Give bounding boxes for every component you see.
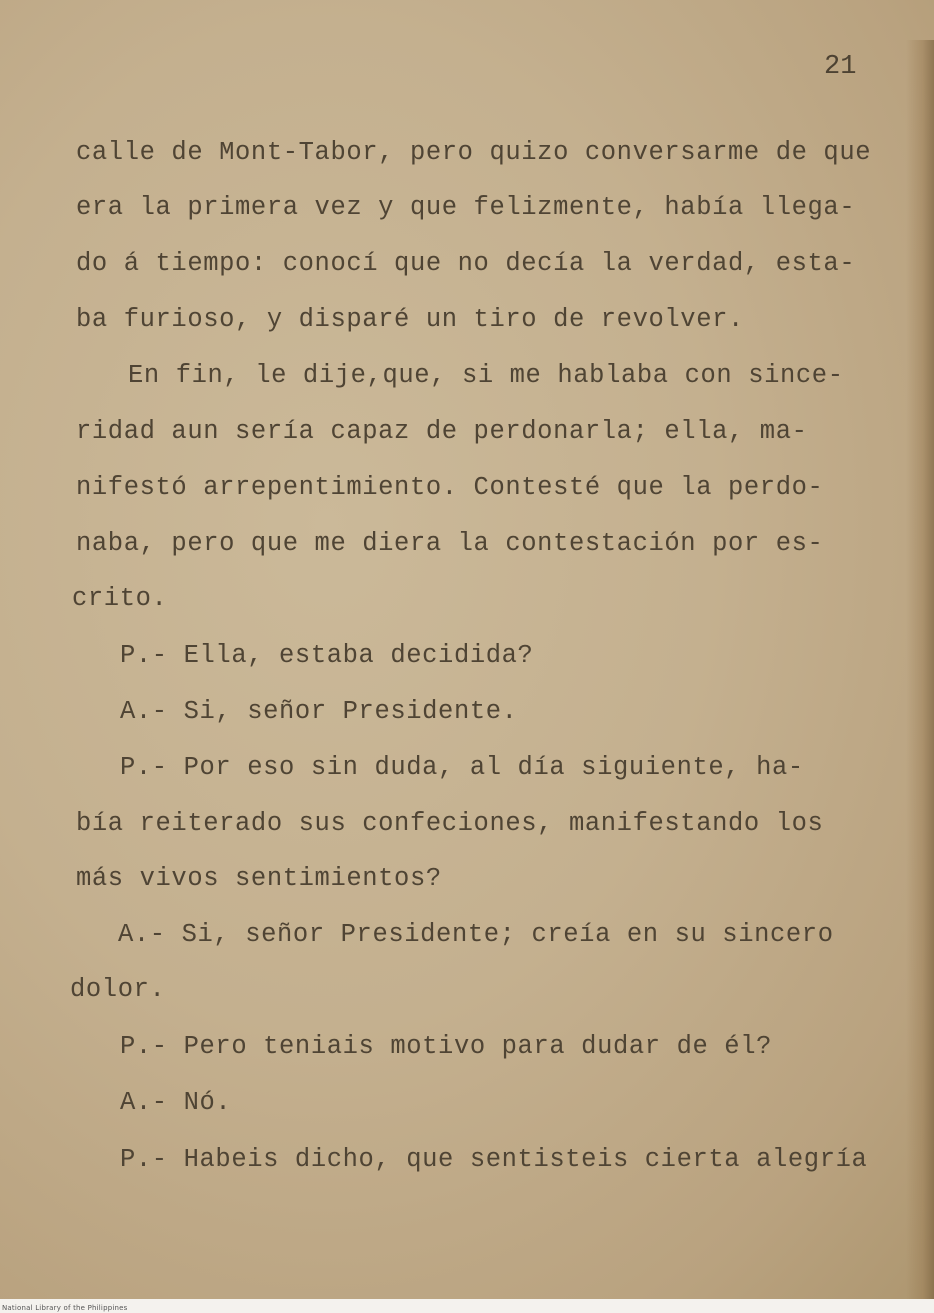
text-line-13: bía reiterado sus confeciones, manifestando los (76, 809, 824, 838)
text-line-10: P.- Ella, estaba decidida? (120, 641, 534, 670)
text-line-16: dolor. (70, 975, 166, 1004)
text-line-6: ridad aun sería capaz de perdonarla; ella, ma- (76, 417, 808, 446)
text-line-14: más vivos sentimientos? (76, 864, 442, 893)
text-line-1: calle de Mont-Tabor, pero quizo conversarme de que (76, 138, 872, 167)
text-line-2: era la primera vez y que felizmente, había llega- (76, 193, 856, 222)
text-line-4: ba furioso, y disparé un tiro de revolver. (76, 305, 744, 334)
text-line-19: P.- Habeis dicho, que sentisteis cierta alegría (120, 1145, 868, 1174)
footer-credit: National Library of the Philippines (2, 1304, 128, 1312)
text-line-3: do á tiempo: conocí que no decía la verdad, esta- (76, 249, 856, 278)
page-edge-shadow (906, 40, 934, 1300)
text-line-7: nifestó arrepentimiento. Contesté que la perdo- (76, 473, 824, 502)
text-line-17: P.- Pero teniais motivo para dudar de él? (120, 1032, 773, 1061)
footer-strip (0, 1299, 934, 1313)
text-line-18: A.- Nó. (120, 1088, 232, 1117)
text-line-9: crito. (72, 584, 168, 613)
text-line-8: naba, pero que me diera la contestación por es- (76, 529, 824, 558)
text-line-15: A.- Si, señor Presidente; creía en su sincero (118, 920, 834, 949)
text-line-11: A.- Si, señor Presidente. (120, 697, 518, 726)
page-number: 21 (824, 52, 857, 82)
text-line-12: P.- Por eso sin duda, al día siguiente, ha- (120, 753, 804, 782)
text-line-5: En fin, le dije,que, si me hablaba con since- (128, 361, 844, 390)
